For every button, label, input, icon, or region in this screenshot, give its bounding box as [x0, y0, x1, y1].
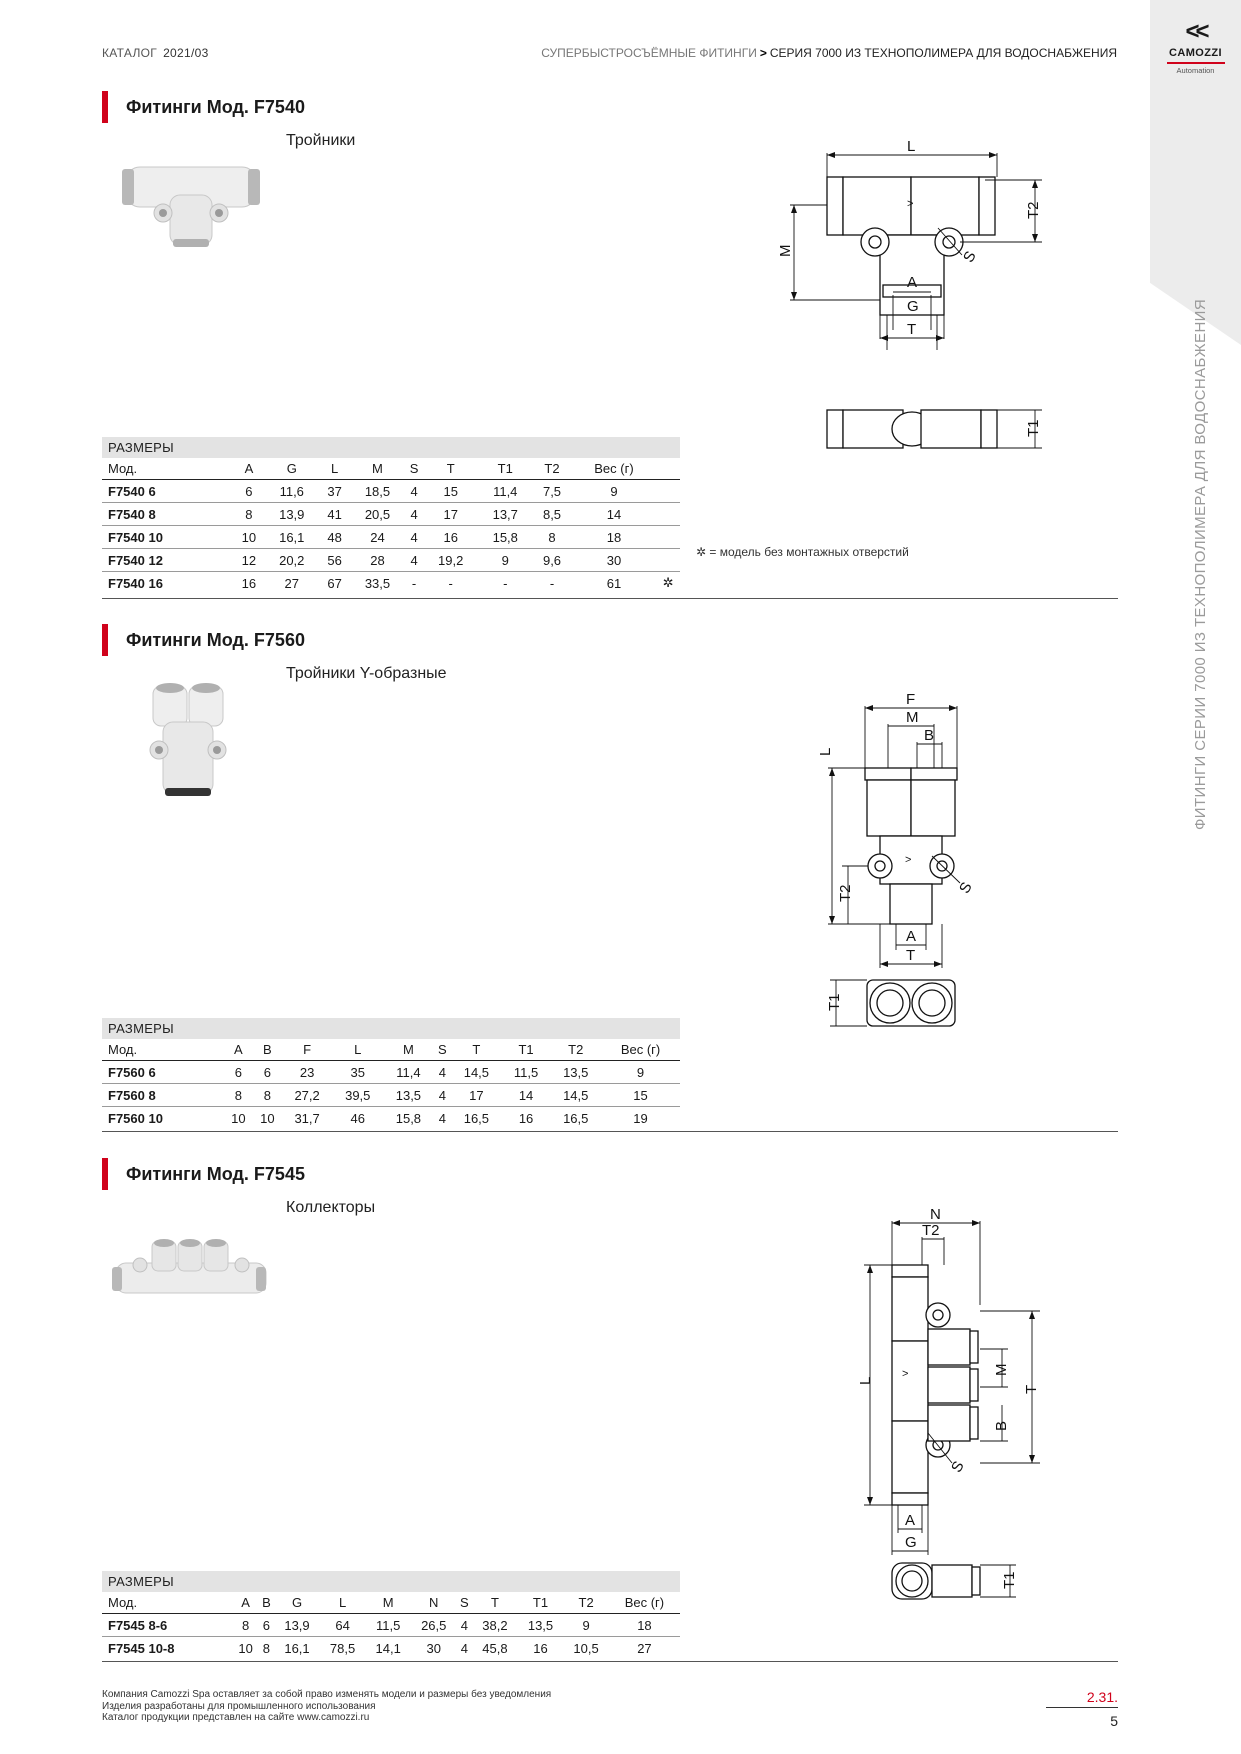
table-cell: 14,5 — [550, 1084, 601, 1107]
dim-label-L: L — [907, 138, 916, 155]
table-cell: 8 — [533, 526, 572, 549]
table-header: L — [332, 1039, 383, 1061]
table-cell — [656, 549, 680, 572]
table-cell: 41 — [319, 503, 350, 526]
table-cell: 4 — [457, 1614, 473, 1637]
footer-disclaimer — [102, 1689, 551, 1724]
table-row — [102, 1614, 680, 1637]
table-header: S — [434, 1039, 451, 1061]
page-number: 5 — [1110, 1713, 1118, 1729]
table-cell: 4 — [405, 549, 424, 572]
dim-label-M: M — [906, 709, 919, 726]
brand-rule — [1167, 62, 1225, 64]
dim-label-S: S — [959, 248, 980, 266]
dim-label-T1: T1 — [1001, 1571, 1018, 1589]
footer-line: Компания Camozzi Spa оставляет за собой право изменять модели и размеры без уведомления — [102, 1689, 552, 1700]
table-cell: 9 — [563, 1614, 609, 1637]
table-cell: 16,1 — [284, 1640, 310, 1656]
table-cell: 16,5 — [563, 1110, 589, 1126]
table-header: A — [233, 1592, 259, 1614]
table-row — [102, 1107, 680, 1130]
table-cell: - — [411, 575, 417, 591]
table-row — [102, 572, 680, 595]
catalog-label: КАТАЛОГ — [102, 46, 158, 60]
table-cell: 35 — [332, 1061, 383, 1084]
table-cell: F7545 8-6 — [102, 1614, 233, 1637]
table-cell: 6 — [259, 1614, 275, 1637]
dim-label-M: M — [993, 1363, 1010, 1376]
table-cell: 6 — [233, 480, 264, 503]
table-cell: 4 — [434, 1061, 451, 1084]
table-cell: 9 — [571, 480, 656, 503]
section-title-f7540: Фитинги Мод. F7540 — [102, 91, 305, 123]
table-cell: 13,5 — [550, 1061, 601, 1084]
table-header: Мод. — [102, 458, 233, 480]
table-header: T — [472, 1592, 518, 1614]
section-subtitle-f7560: Тройники Y-образные — [286, 665, 447, 682]
dim-label-G: G — [905, 1534, 917, 1551]
table-cell: 15,8 — [395, 1110, 422, 1126]
table-cell: 38,2 — [472, 1614, 518, 1637]
table-cell: F7545 10-8 — [108, 1640, 175, 1656]
table-cell: 6 — [224, 1061, 253, 1084]
table-cell: 17 — [451, 1084, 502, 1107]
table-cell: 45,8 — [482, 1640, 508, 1656]
table-cell: 11,4 — [383, 1061, 434, 1084]
dim-label-T: T — [906, 947, 916, 964]
footer-line: Изделия разработаны для промышленного использования — [102, 1700, 376, 1712]
product-photo-f7560 — [145, 678, 255, 808]
table-row — [102, 1061, 680, 1084]
technical-drawing-f7540 — [770, 135, 1050, 480]
table-cell: 64 — [320, 1614, 366, 1637]
table-cell: 33,5 — [364, 575, 391, 591]
table-cell: 26,5 — [411, 1614, 457, 1637]
table-cell: 13,9 — [264, 503, 319, 526]
table-header: M — [365, 1592, 411, 1614]
table-cell: 10 — [260, 1110, 275, 1126]
table-cell: 48 — [319, 526, 350, 549]
table-cell: 16 — [518, 1110, 534, 1126]
table-cell: 13,5 — [383, 1084, 434, 1107]
side-title: ФИТИНГИ СЕРИИ 7000 ИЗ ТЕХНОПОЛИМЕРА ДЛЯ ВОДОСНАБЖЕНИЯ — [1192, 298, 1209, 830]
table-cell: 18,5 — [350, 480, 405, 503]
dim-label-T1: T1 — [1025, 419, 1042, 437]
table-cell: 15,8 — [478, 526, 533, 549]
table-cell: 10 — [231, 1110, 246, 1126]
table-header: Вес (г) — [609, 1592, 680, 1614]
table-cell: - — [549, 575, 555, 591]
dim-label-T1: T1 — [826, 993, 843, 1011]
table-cell: 46 — [350, 1110, 365, 1126]
table-cell: 9 — [478, 549, 533, 572]
table-header: G — [264, 458, 319, 480]
table-header: L — [320, 1592, 366, 1614]
table-cell: 4 — [460, 1640, 468, 1656]
table-cell: 16 — [533, 1640, 548, 1656]
table-cell: 24 — [350, 526, 405, 549]
table-header: T1 — [478, 458, 533, 480]
table-row — [102, 1637, 680, 1660]
table-cell: 37 — [319, 480, 350, 503]
table-cell: 14 — [502, 1084, 551, 1107]
table-header: M — [383, 1039, 434, 1061]
table-header: B — [253, 1039, 282, 1061]
dim-label-N: N — [930, 1206, 941, 1223]
table-cell: F7560 8 — [102, 1084, 224, 1107]
svg-text:>: > — [905, 854, 912, 866]
table-row — [102, 549, 680, 572]
table-cell: 10 — [238, 1640, 253, 1656]
table-cell: 31,7 — [294, 1110, 320, 1126]
table-cell: 8 — [233, 1614, 259, 1637]
dim-label-A: A — [906, 928, 917, 945]
dim-label-T2: T2 — [837, 884, 854, 902]
table-cell — [656, 503, 680, 526]
table-header: Мод. — [102, 1592, 233, 1614]
breadcrumb-separator: > — [759, 46, 767, 60]
table-cell: 14,1 — [375, 1640, 401, 1656]
table-row — [102, 526, 680, 549]
table-header: T2 — [563, 1592, 609, 1614]
table-caption: РАЗМЕРЫ — [102, 1018, 680, 1039]
section-divider — [102, 1661, 1118, 1662]
table-header: B — [259, 1592, 275, 1614]
table-cell: 14 — [571, 503, 656, 526]
table-header: M — [350, 458, 405, 480]
table-header: T1 — [502, 1039, 551, 1061]
table-cell: 28 — [350, 549, 405, 572]
table-cell: 4 — [405, 480, 424, 503]
table-cell: 15 — [423, 480, 478, 503]
table-cell: 4 — [405, 503, 424, 526]
table-cell: F7540 16 — [108, 575, 163, 591]
svg-text:>: > — [907, 198, 914, 210]
table-cell: F7540 8 — [102, 503, 233, 526]
table-cell: 11,5 — [365, 1614, 411, 1637]
table-header: T2 — [533, 458, 572, 480]
table-header: Вес (г) — [571, 458, 656, 480]
table-cell: 23 — [282, 1061, 333, 1084]
table-cell: F7540 12 — [102, 549, 233, 572]
technical-drawing-f7545 — [840, 1205, 1050, 1605]
product-photo-f7545 — [110, 1235, 270, 1310]
section-subtitle-f7540: Тройники — [286, 132, 356, 149]
dimensions-table-f7560 — [102, 1018, 680, 1130]
table-header: Мод. — [102, 1039, 224, 1061]
section-title-f7560: Фитинги Мод. F7560 — [102, 624, 305, 656]
brand-tagline: Automation — [1176, 66, 1215, 75]
table-cell: 16 — [241, 575, 257, 591]
footnote-no-mounting-holes: ✲ = модель без монтажных отверстий — [696, 545, 909, 559]
table-header: T2 — [550, 1039, 601, 1061]
table-header: G — [274, 1592, 320, 1614]
table-cell: 19 — [633, 1110, 648, 1126]
table-cell: 39,5 — [332, 1084, 383, 1107]
table-header: A — [224, 1039, 253, 1061]
table-header: L — [319, 458, 350, 480]
dim-label-T2: T2 — [922, 1222, 940, 1239]
dim-label-F: F — [906, 691, 916, 708]
table-cell — [656, 526, 680, 549]
table-cell: 16,1 — [264, 526, 319, 549]
table-cell: F7540 10 — [102, 526, 233, 549]
table-cell: 11,4 — [478, 480, 533, 503]
table-header: T1 — [518, 1592, 564, 1614]
table-header: Вес (г) — [601, 1039, 680, 1061]
table-cell: 7,5 — [533, 480, 572, 503]
table-row — [102, 1084, 680, 1107]
svg-text:>: > — [902, 1368, 909, 1380]
dim-label-A: A — [907, 274, 918, 291]
section-title-f7545: Фитинги Мод. F7545 — [102, 1158, 305, 1190]
table-header — [656, 458, 680, 480]
dim-label-M: M — [777, 244, 794, 257]
table-cell: 27,2 — [282, 1084, 333, 1107]
table-cell: 13,7 — [478, 503, 533, 526]
section-divider — [102, 1131, 1118, 1132]
table-cell: ✲ — [662, 575, 674, 591]
table-cell: 14,5 — [451, 1061, 502, 1084]
table-cell: - — [448, 575, 453, 591]
table-cell: 8 — [233, 503, 264, 526]
table-cell: 27 — [637, 1640, 652, 1656]
table-row — [102, 503, 680, 526]
table-cell: 11,5 — [502, 1061, 551, 1084]
table-cell: 30 — [571, 549, 656, 572]
table-header: F — [282, 1039, 333, 1061]
dim-label-T2: T2 — [1025, 201, 1042, 219]
dim-label-L: L — [817, 747, 834, 756]
table-cell: F7560 10 — [108, 1110, 163, 1126]
page-reference: 2.31. — [1046, 1689, 1118, 1708]
dim-label-T: T — [907, 321, 917, 338]
table-cell: 19,2 — [423, 549, 478, 572]
catalog-header — [102, 46, 209, 60]
dim-label-A: A — [905, 1512, 916, 1529]
table-cell: 20,2 — [264, 549, 319, 572]
table-cell: 20,5 — [350, 503, 405, 526]
table-cell: 78,5 — [329, 1640, 356, 1656]
dimensions-table-f7545 — [102, 1571, 680, 1660]
table-cell: 10,5 — [573, 1640, 599, 1656]
table-cell: 15 — [601, 1084, 680, 1107]
technical-drawing-f7560 — [810, 688, 990, 1033]
breadcrumb-current: СЕРИЯ 7000 ИЗ ТЕХНОПОЛИМЕРА ДЛЯ ВОДОСНАБЖЕНИЯ — [769, 46, 1117, 60]
table-cell: 16 — [423, 526, 478, 549]
table-header: N — [411, 1592, 457, 1614]
catalog-year: 2021/03 — [163, 46, 209, 60]
breadcrumb — [541, 46, 1117, 60]
table-cell: 13,5 — [518, 1614, 564, 1637]
table-cell: 8 — [224, 1084, 253, 1107]
section-subtitle-f7545: Коллекторы — [286, 1199, 376, 1216]
table-cell: 30 — [426, 1640, 441, 1656]
dim-label-L: L — [857, 1376, 874, 1385]
dim-label-B: B — [924, 727, 935, 744]
table-cell: 11,6 — [264, 480, 319, 503]
dim-label-G: G — [907, 298, 919, 315]
table-header: T — [451, 1039, 502, 1061]
table-cell: 61 — [606, 575, 622, 591]
table-header: T — [423, 458, 478, 480]
table-cell: 8 — [253, 1084, 282, 1107]
table-row — [102, 480, 680, 503]
dimensions-table-f7540 — [102, 437, 680, 595]
table-cell: 8,5 — [533, 503, 572, 526]
footer-line: Каталог продукции представлен на сайте www.camozzi.ru — [102, 1712, 370, 1723]
table-cell: F7560 6 — [102, 1061, 224, 1084]
table-cell: 67 — [327, 575, 342, 591]
table-caption: РАЗМЕРЫ — [102, 437, 680, 458]
table-cell: 27 — [284, 575, 299, 591]
table-cell: 16,5 — [463, 1110, 490, 1126]
table-cell — [656, 480, 680, 503]
table-cell: 13,9 — [274, 1614, 320, 1637]
dim-label-S: S — [955, 879, 976, 897]
table-cell: 4 — [438, 1110, 446, 1126]
table-cell: 18 — [571, 526, 656, 549]
table-header: S — [405, 458, 424, 480]
table-cell: 8 — [262, 1640, 271, 1656]
table-cell: F7540 6 — [102, 480, 233, 503]
table-header: A — [233, 458, 264, 480]
brand-name: CAMOZZI — [1169, 47, 1222, 59]
dim-label-T: T — [1023, 1384, 1040, 1394]
table-cell: 12 — [233, 549, 264, 572]
camozzi-logo-icon: << — [1185, 18, 1206, 45]
table-cell: 9,6 — [533, 549, 572, 572]
table-cell: 4 — [405, 526, 424, 549]
table-cell: - — [503, 575, 508, 591]
table-header: S — [457, 1592, 473, 1614]
table-cell: 10 — [233, 526, 264, 549]
dim-label-B: B — [993, 1420, 1010, 1431]
breadcrumb-parent: СУПЕРБЫСТРОСЪЁМНЫЕ ФИТИНГИ — [541, 46, 757, 60]
section-divider — [102, 598, 1118, 599]
table-cell: 56 — [319, 549, 350, 572]
camozzi-logo — [1150, 20, 1241, 75]
table-cell: 18 — [609, 1614, 680, 1637]
dim-label-S: S — [947, 1458, 968, 1476]
table-caption: РАЗМЕРЫ — [102, 1571, 680, 1592]
table-cell: 4 — [434, 1084, 451, 1107]
table-cell: 6 — [253, 1061, 282, 1084]
table-cell: 17 — [423, 503, 478, 526]
product-photo-f7540 — [118, 155, 268, 255]
table-cell: 9 — [601, 1061, 680, 1084]
